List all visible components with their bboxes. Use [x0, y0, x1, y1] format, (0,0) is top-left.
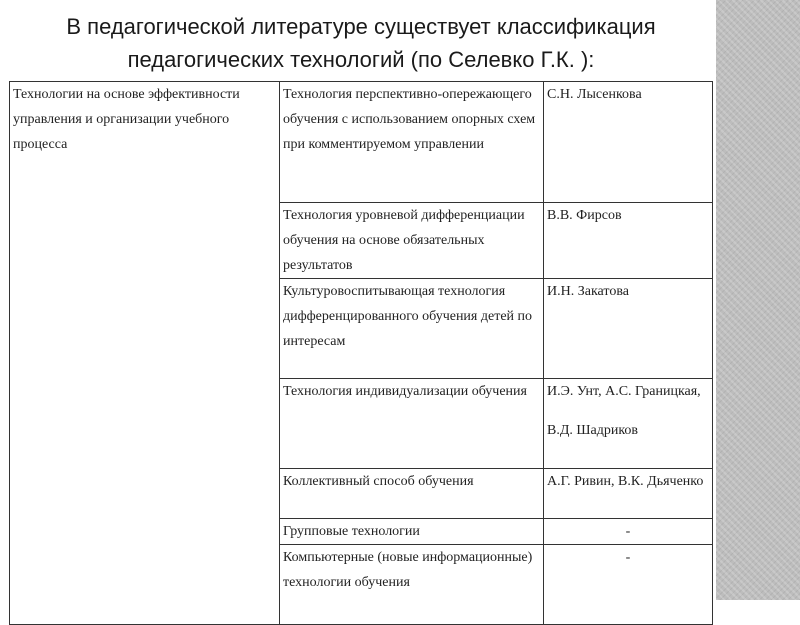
group-cell: Технологии на основе эффективности управления и организации учебного процесса	[10, 82, 280, 625]
slide-title	[16, 10, 706, 76]
table-row	[10, 82, 713, 203]
slide-title-line-2: педагогических технологий (по Селевко Г.К. ):	[127, 47, 595, 72]
technology-cell: Групповые технологии	[280, 519, 544, 545]
author-cell: -	[544, 519, 713, 545]
technology-cell: Коллективный способ обучения	[280, 469, 544, 519]
author-cell	[544, 379, 713, 469]
author-cell: В.В. Фирсов	[544, 203, 713, 279]
classification-table	[9, 81, 713, 625]
author-line: В.Д. Шадриков	[547, 423, 639, 438]
technology-cell: Технология перспективно-опережающего обучения с использованием опорных схем при комментируемом управлении	[280, 82, 544, 203]
author-cell: -	[544, 545, 713, 625]
author-cell: А.Г. Ривин, В.К. Дьяченко	[544, 469, 713, 519]
author-cell: С.Н. Лысенкова	[544, 82, 713, 203]
technology-cell: Технология индивидуализации обучения	[280, 379, 544, 469]
decorative-side-band	[716, 0, 800, 600]
author-line: И.Э. Унт, А.С. Границкая,	[547, 384, 701, 399]
technology-cell: Культуровоспитывающая технология дифференцированного обучения детей по интересам	[280, 279, 544, 379]
technology-cell: Технология уровневой дифференциации обучения на основе обязательных результатов	[280, 203, 544, 279]
author-cell: И.Н. Закатова	[544, 279, 713, 379]
technology-cell: Компьютерные (новые информационные) технологии обучения	[280, 545, 544, 625]
slide-title-line-1: В педагогической литературе существует классификация	[66, 14, 656, 39]
